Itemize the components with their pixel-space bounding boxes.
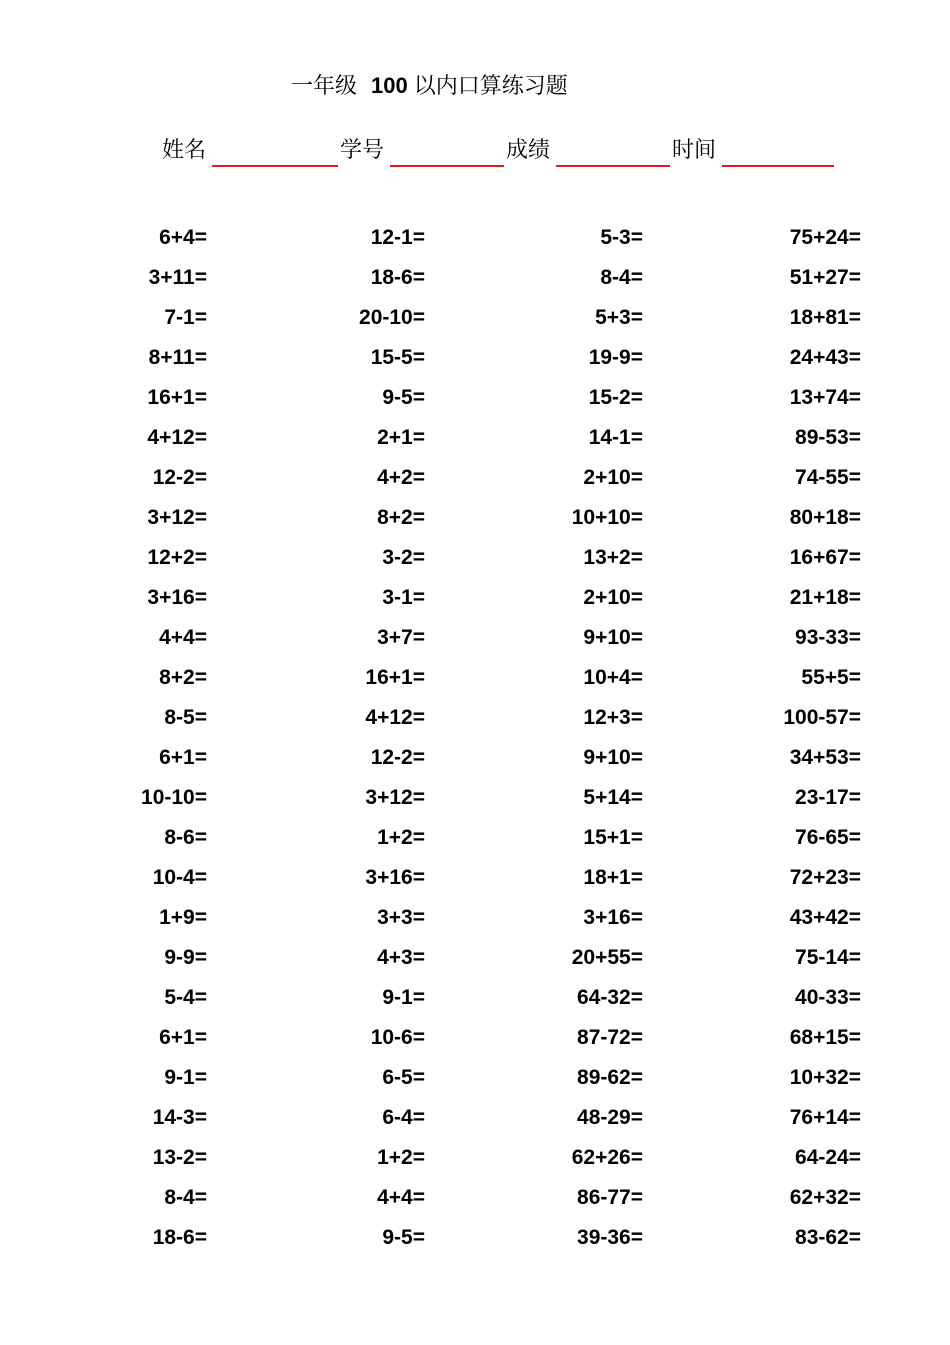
problem-row xyxy=(0,260,950,300)
problem-row xyxy=(0,980,950,1020)
problem-row xyxy=(0,580,950,620)
problem-row xyxy=(0,340,950,380)
problem-item: 6+1= xyxy=(159,746,207,769)
problem-item: 20+55= xyxy=(571,946,643,969)
problem-item: 4+4= xyxy=(159,626,207,649)
problem-item: 20-10= xyxy=(359,306,425,329)
problem-item: 2+1= xyxy=(377,426,425,449)
problem-item: 12-2= xyxy=(370,746,425,769)
problem-item: 89-53= xyxy=(795,426,861,449)
problem-item: 16+67= xyxy=(789,546,861,569)
problem-item: 4+2= xyxy=(377,466,425,489)
problem-item: 9-9= xyxy=(164,946,207,969)
problem-item: 6-5= xyxy=(382,1066,425,1089)
problem-item: 19-9= xyxy=(588,346,643,369)
problem-item: 9-1= xyxy=(382,986,425,1009)
problem-row xyxy=(0,860,950,900)
problem-item: 9-5= xyxy=(382,1226,425,1249)
name-blank-field[interactable] xyxy=(212,135,338,167)
problem-row xyxy=(0,1100,950,1140)
problem-item: 3-2= xyxy=(382,546,425,569)
problem-item: 18+1= xyxy=(583,866,643,889)
problem-item: 9-1= xyxy=(164,1066,207,1089)
problem-row xyxy=(0,620,950,660)
problem-item: 8+2= xyxy=(159,666,207,689)
problem-row xyxy=(0,740,950,780)
problem-item: 2+10= xyxy=(583,466,643,489)
problem-item: 3+11= xyxy=(148,266,207,289)
problem-item: 48-29= xyxy=(577,1106,643,1129)
problem-item: 4+4= xyxy=(377,1186,425,1209)
problem-item: 62+32= xyxy=(789,1186,861,1209)
problem-item: 10-10= xyxy=(141,786,207,809)
problem-row xyxy=(0,420,950,460)
score-blank-field[interactable] xyxy=(556,135,670,167)
student-number-blank-field[interactable] xyxy=(390,135,504,167)
problem-item: 21+18= xyxy=(789,586,861,609)
problem-item: 3+12= xyxy=(147,506,207,529)
student-number-label: 学号 xyxy=(340,138,385,163)
problem-row xyxy=(0,1180,950,1220)
problem-grid xyxy=(0,220,950,1260)
problem-item: 6-4= xyxy=(382,1106,425,1129)
title-number: 100 xyxy=(371,73,408,98)
problem-item: 51+27= xyxy=(789,266,861,289)
problem-item: 9-5= xyxy=(382,386,425,409)
problem-row xyxy=(0,900,950,940)
problem-item: 80+18= xyxy=(789,506,861,529)
score-label: 成绩 xyxy=(506,138,551,163)
problem-item: 5-3= xyxy=(600,226,643,249)
problem-item: 8-4= xyxy=(164,1186,207,1209)
problem-item: 10+4= xyxy=(583,666,643,689)
title-subject: 以内口算练习题 xyxy=(413,74,568,99)
problem-item: 3+3= xyxy=(377,906,425,929)
problem-item: 5+14= xyxy=(583,786,643,809)
problem-item: 18-6= xyxy=(370,266,425,289)
problem-item: 64-24= xyxy=(795,1146,861,1169)
problem-row xyxy=(0,940,950,980)
problem-item: 10-4= xyxy=(152,866,207,889)
problem-item: 1+9= xyxy=(159,906,207,929)
problem-item: 3-1= xyxy=(382,586,425,609)
problem-item: 4+12= xyxy=(365,706,425,729)
problem-item: 55+5= xyxy=(801,666,861,689)
problem-item: 12+3= xyxy=(583,706,643,729)
time-label: 时间 xyxy=(672,138,717,163)
problem-item: 5-4= xyxy=(164,986,207,1009)
problem-row xyxy=(0,540,950,580)
problem-item: 24+43= xyxy=(789,346,861,369)
problem-row xyxy=(0,220,950,260)
problem-item: 12+2= xyxy=(147,546,207,569)
problem-item: 12-2= xyxy=(152,466,207,489)
problem-item: 1+2= xyxy=(377,826,425,849)
problem-item: 93-33= xyxy=(795,626,861,649)
problem-item: 8+2= xyxy=(377,506,425,529)
problem-item: 86-77= xyxy=(577,1186,643,1209)
problem-item: 13+2= xyxy=(583,546,643,569)
problem-item: 64-32= xyxy=(577,986,643,1009)
problem-row xyxy=(0,300,950,340)
problem-item: 87-72= xyxy=(577,1026,643,1049)
problem-item: 6+1= xyxy=(159,1026,207,1049)
problem-row xyxy=(0,1140,950,1180)
problem-item: 5+3= xyxy=(595,306,643,329)
problem-item: 89-62= xyxy=(577,1066,643,1089)
problem-item: 75-14= xyxy=(795,946,861,969)
problem-item: 10+10= xyxy=(571,506,643,529)
problem-item: 3+16= xyxy=(365,866,425,889)
problem-row xyxy=(0,1020,950,1060)
problem-row xyxy=(0,780,950,820)
problem-item: 34+53= xyxy=(789,746,861,769)
problem-item: 74-55= xyxy=(795,466,861,489)
problem-item: 8-5= xyxy=(164,706,207,729)
student-info-row xyxy=(162,131,836,167)
problem-row xyxy=(0,700,950,740)
problem-item: 15-2= xyxy=(588,386,643,409)
problem-item: 8-6= xyxy=(164,826,207,849)
problem-item: 6+4= xyxy=(159,226,207,249)
problem-item: 68+15= xyxy=(789,1026,861,1049)
problem-item: 15+1= xyxy=(583,826,643,849)
problem-item: 18+81= xyxy=(789,306,861,329)
problem-row xyxy=(0,1060,950,1100)
problem-row xyxy=(0,660,950,700)
problem-item: 13+74= xyxy=(789,386,861,409)
problem-item: 83-62= xyxy=(795,1226,861,1249)
problem-item: 14-3= xyxy=(152,1106,207,1129)
problem-item: 16+1= xyxy=(147,386,207,409)
problem-item: 8-4= xyxy=(600,266,643,289)
page-title xyxy=(291,70,568,103)
problem-item: 2+10= xyxy=(583,586,643,609)
problem-row xyxy=(0,460,950,500)
problem-row xyxy=(0,1220,950,1260)
problem-item: 14-1= xyxy=(588,426,643,449)
time-blank-field[interactable] xyxy=(722,135,834,167)
problem-item: 76+14= xyxy=(789,1106,861,1129)
problem-item: 3+16= xyxy=(583,906,643,929)
problem-item: 72+23= xyxy=(789,866,861,889)
problem-item: 8+11= xyxy=(148,346,207,369)
problem-item: 1+2= xyxy=(377,1146,425,1169)
problem-item: 4+3= xyxy=(377,946,425,969)
problem-item: 75+24= xyxy=(789,226,861,249)
problem-item: 13-2= xyxy=(152,1146,207,1169)
problem-item: 4+12= xyxy=(147,426,207,449)
problem-row xyxy=(0,380,950,420)
problem-item: 39-36= xyxy=(577,1226,643,1249)
problem-item: 43+42= xyxy=(789,906,861,929)
problem-item: 12-1= xyxy=(370,226,425,249)
problem-row xyxy=(0,500,950,540)
problem-item: 16+1= xyxy=(365,666,425,689)
problem-item: 9+10= xyxy=(583,746,643,769)
problem-item: 40-33= xyxy=(795,986,861,1009)
problem-item: 10+32= xyxy=(789,1066,861,1089)
name-label: 姓名 xyxy=(162,138,207,163)
problem-item: 3+16= xyxy=(147,586,207,609)
title-grade: 一年级 xyxy=(291,74,358,99)
problem-item: 62+26= xyxy=(571,1146,643,1169)
problem-item: 76-65= xyxy=(795,826,861,849)
problem-item: 100-57= xyxy=(783,706,861,729)
problem-item: 3+12= xyxy=(365,786,425,809)
problem-item: 18-6= xyxy=(152,1226,207,1249)
problem-item: 7-1= xyxy=(164,306,207,329)
problem-row xyxy=(0,820,950,860)
problem-item: 10-6= xyxy=(370,1026,425,1049)
problem-item: 9+10= xyxy=(583,626,643,649)
problem-item: 3+7= xyxy=(377,626,425,649)
problem-item: 15-5= xyxy=(370,346,425,369)
problem-item: 23-17= xyxy=(795,786,861,809)
